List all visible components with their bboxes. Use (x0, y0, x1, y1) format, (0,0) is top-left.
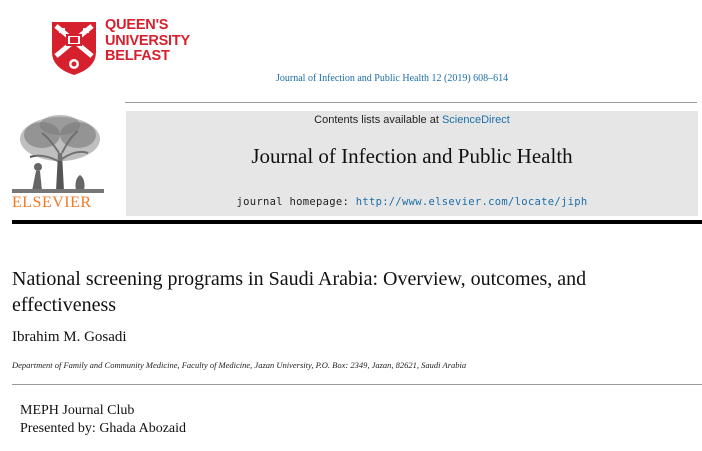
presentation-info (20, 402, 186, 438)
contents-line (126, 114, 698, 126)
homepage-prefix: journal homepage: (236, 196, 356, 208)
presenter-label: Presented by: Ghada Abozaid (20, 421, 187, 436)
university-name-line1: QUEEN'S (105, 17, 169, 33)
article-title: National screening programs in Saudi Arabia: Overview, outcomes, and effectiveness (12, 268, 587, 316)
sciencedirect-link[interactable]: ScienceDirect (441, 114, 510, 126)
university-crest-logo (50, 20, 98, 76)
journal-homepage (126, 196, 698, 208)
article-author: Ibrahim M. Gosadi (12, 329, 127, 345)
journal-title: Journal of Infection and Public Health (251, 144, 573, 168)
contents-prefix: Contents lists available at (314, 114, 442, 126)
university-name (105, 18, 190, 65)
university-name-line3: BELFAST (105, 48, 170, 64)
banner-divider (12, 220, 702, 224)
elsevier-tree-logo (12, 113, 104, 193)
journal-citation[interactable]: Journal of Infection and Public Health 12 (2019) 608–614 (276, 73, 509, 84)
elsevier-wordmark: ELSEVIER (12, 194, 92, 211)
homepage-link[interactable]: http://www.elsevier.com/locate/jiph (355, 196, 588, 208)
author-affiliation: Department of Family and Community Medicine, Faculty of Medicine, Jazan University, P.O. Box: 2349, Jazan, 82621, Saudi Arabia (12, 360, 467, 370)
journal-club-label: MEPH Journal Club (20, 403, 135, 418)
header-rule (125, 102, 697, 103)
affiliation-rule (12, 384, 702, 385)
university-name-line2: UNIVERSITY (105, 32, 191, 49)
